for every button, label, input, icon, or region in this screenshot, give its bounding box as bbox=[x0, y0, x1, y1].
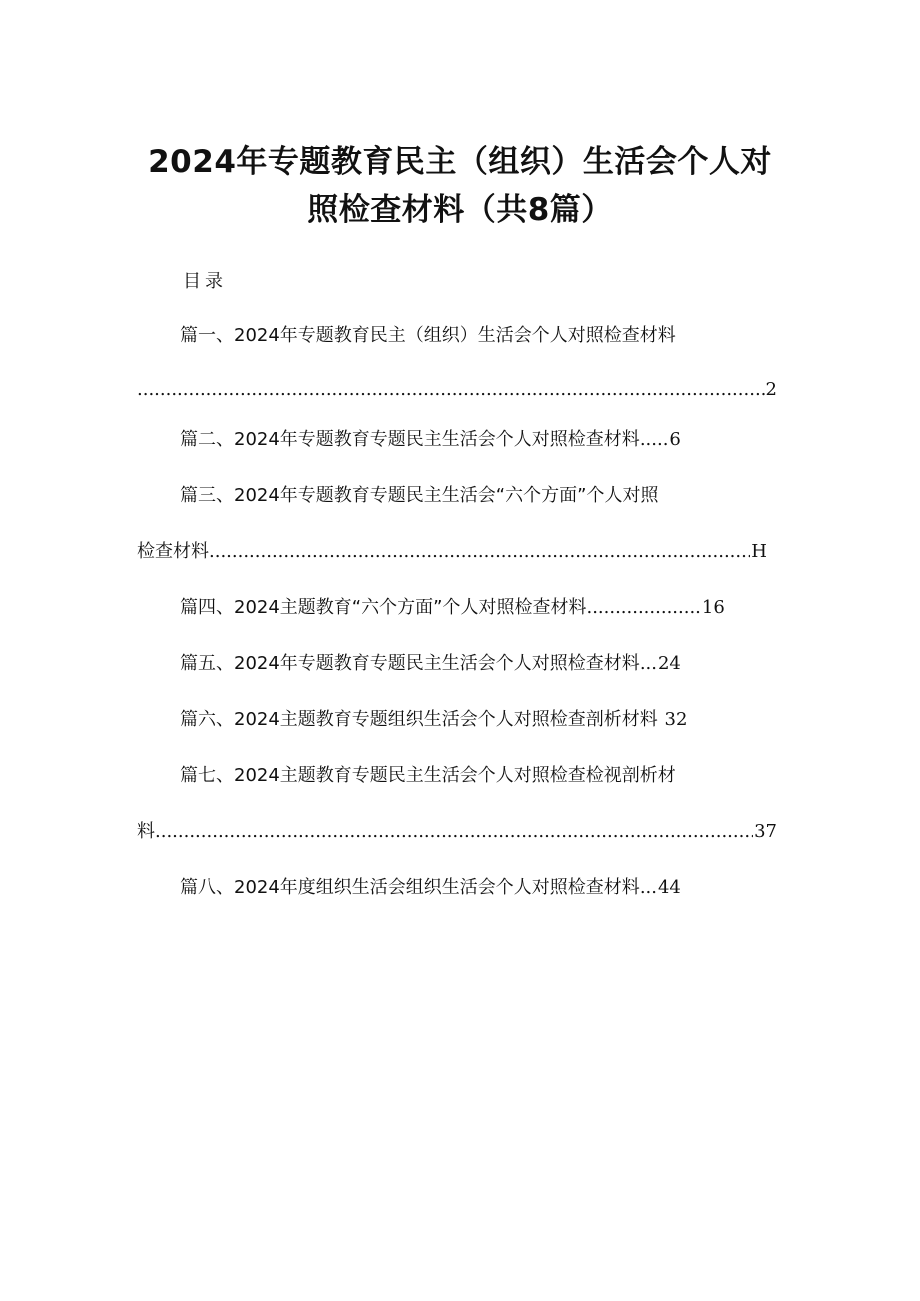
toc-entry-4-leader: .................... bbox=[586, 597, 701, 618]
toc-entry-3-leader bbox=[209, 540, 750, 564]
toc-entry-1-page: 2 bbox=[765, 379, 777, 400]
toc-entry-8-leader: ... bbox=[639, 877, 657, 898]
toc-entry-3-page: H bbox=[751, 541, 767, 562]
toc-entry-6-page: 32 bbox=[664, 709, 688, 730]
toc-entry-1-leader bbox=[137, 378, 765, 402]
toc-entry-6-text: 篇六、2024主题教育专题组织生活会个人对照检查剖析材料 bbox=[180, 709, 658, 730]
document-title-line-2: 照检查材料（共8篇） bbox=[307, 192, 613, 228]
toc-entry-3-text-cont: 检查材料 bbox=[137, 541, 209, 562]
toc-entry-5-page: 24 bbox=[657, 653, 681, 674]
toc-entry-7-continuation[interactable] bbox=[137, 820, 777, 844]
document-title-line-1: 2024年专题教育民主（组织）生活会个人对 bbox=[148, 144, 772, 180]
toc-entry-2[interactable] bbox=[180, 428, 681, 452]
toc-entry-5[interactable] bbox=[180, 652, 681, 676]
toc-entry-4-page: 16 bbox=[701, 597, 725, 618]
toc-entry-3[interactable] bbox=[180, 484, 658, 508]
toc-entry-1-text: 篇一、2024年专题教育民主（组织）生活会个人对照检查材料 bbox=[180, 325, 676, 346]
toc-entry-7-page: 37 bbox=[754, 821, 777, 842]
toc-entry-2-page: 6 bbox=[669, 429, 681, 450]
toc-entry-7-text: 篇七、2024主题教育专题民主生活会个人对照检查检视剖析材 bbox=[180, 765, 676, 786]
toc-entry-7-leader bbox=[155, 820, 753, 844]
toc-entry-7[interactable] bbox=[180, 764, 676, 788]
toc-entry-1-continuation[interactable] bbox=[137, 378, 777, 402]
toc-entry-8[interactable] bbox=[180, 876, 681, 900]
toc-entry-5-text: 篇五、2024年专题教育专题民主生活会个人对照检查材料 bbox=[180, 653, 640, 674]
toc-entry-6[interactable] bbox=[180, 708, 687, 732]
toc-entry-3-continuation[interactable] bbox=[137, 540, 767, 564]
toc-entry-4[interactable] bbox=[180, 596, 725, 620]
toc-entry-8-text: 篇八、2024年度组织生活会组织生活会个人对照检查材料 bbox=[180, 877, 640, 898]
toc-entry-7-text-cont: 料 bbox=[137, 821, 155, 842]
toc-entry-2-text: 篇二、2024年专题教育专题民主生活会个人对照检查材料 bbox=[180, 429, 640, 450]
toc-entry-5-leader: ... bbox=[639, 653, 657, 674]
toc-entry-4-text: 篇四、2024主题教育“六个方面”个人对照检查材料 bbox=[180, 597, 587, 618]
toc-entry-8-page: 44 bbox=[657, 877, 681, 898]
toc-entry-3-text: 篇三、2024年专题教育专题民主生活会“六个方面”个人对照 bbox=[180, 485, 659, 506]
toc-entry-2-leader: ..... bbox=[639, 429, 669, 450]
toc-heading: 目录 bbox=[183, 271, 227, 292]
toc-entry-1[interactable] bbox=[180, 324, 676, 348]
